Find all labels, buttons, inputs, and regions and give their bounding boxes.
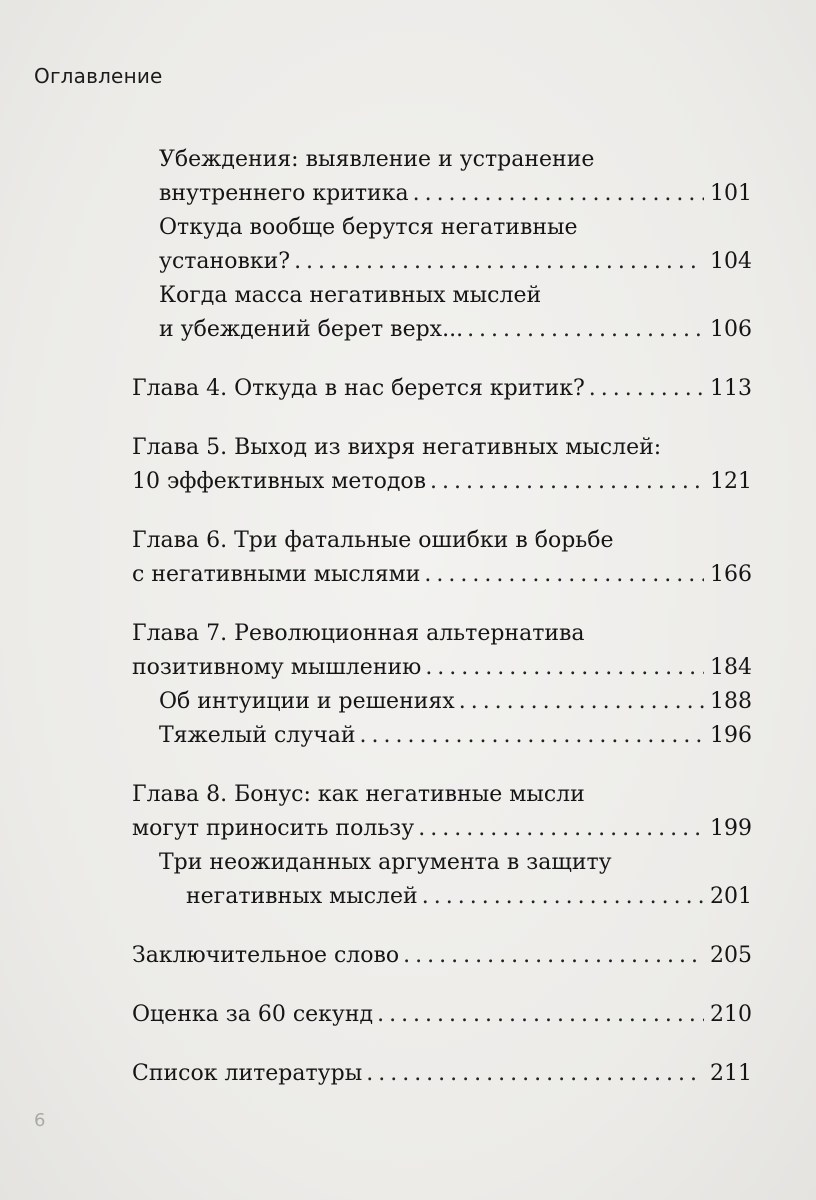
toc-page-number: 205 (710, 943, 752, 968)
toc-page-number: 196 (710, 723, 752, 748)
toc-entry-line: установки? (159, 249, 291, 274)
toc-entry-chapter-5[interactable] (132, 431, 752, 499)
toc-entry-line: с негативными мыслями (132, 562, 421, 587)
toc-page-number: 188 (710, 689, 752, 714)
dot-leader (294, 245, 704, 279)
toc-page-number: 104 (710, 249, 752, 274)
dot-leader (366, 1057, 704, 1091)
toc-page-number: 106 (710, 317, 752, 342)
toc-entry[interactable] (132, 143, 752, 211)
toc-entry-line: Глава 6. Три фатальные ошибки в борьбе (132, 528, 614, 553)
toc-entry-line: Глава 7. Революционная альтернатива (132, 621, 585, 646)
dot-leader (418, 812, 704, 846)
toc-entry[interactable] (132, 279, 752, 347)
toc-entry-line: Когда масса негативных мыслей (159, 283, 542, 308)
dot-leader (430, 465, 704, 499)
toc-entry-conclusion[interactable] (132, 939, 752, 973)
toc-entry-line: негативных мыслей (186, 884, 418, 909)
toc-page-number: 211 (710, 1061, 752, 1086)
toc-entry[interactable] (132, 211, 752, 279)
dot-leader (425, 651, 704, 685)
toc-entry-line: Тяжелый случай (159, 723, 356, 748)
toc-entry-line: Убеждения: выявление и устранение (159, 147, 595, 172)
toc-entry-line: 10 эффективных методов (132, 469, 427, 494)
toc-page-number: 184 (710, 655, 752, 680)
toc-page-number: 166 (710, 562, 752, 587)
toc-entry-line: Глава 8. Бонус: как негативные мысли (132, 782, 585, 807)
dot-leader (413, 177, 704, 211)
dot-leader (403, 939, 704, 973)
dot-leader (424, 558, 704, 592)
toc-page-number: 113 (710, 376, 752, 401)
running-head: Оглавление (34, 64, 163, 88)
dot-leader (459, 685, 704, 719)
toc-entry-line: Глава 5. Выход из вихря негативных мыслей: (132, 435, 662, 460)
toc-page-number: 101 (710, 181, 752, 206)
dot-leader (360, 719, 704, 753)
toc-page-number: 121 (710, 469, 752, 494)
toc-page-number: 199 (710, 816, 752, 841)
toc-entry-line: Три неожиданных аргумента в защиту (159, 850, 612, 875)
toc-entry-line: Список литературы (132, 1061, 363, 1086)
toc-entry-line: внутреннего критика (159, 181, 409, 206)
toc-entry-bibliography[interactable] (132, 1057, 752, 1091)
toc-entry-line: Об интуиции и решениях (159, 689, 455, 714)
toc-entry[interactable] (132, 685, 752, 719)
toc-entry-chapter-8[interactable] (132, 778, 752, 846)
toc-entry-line: Откуда вообще берутся негативные (159, 215, 578, 240)
toc-page-number: 210 (710, 1002, 752, 1027)
toc-page-number: 201 (710, 884, 752, 909)
toc-entry-chapter-6[interactable] (132, 524, 752, 592)
dot-leader (422, 880, 704, 914)
page-number: 6 (34, 1110, 46, 1131)
toc-entry-assessment[interactable] (132, 998, 752, 1032)
toc-entry-line: Оценка за 60 секунд (132, 1002, 374, 1027)
toc-entry-chapter-7[interactable] (132, 617, 752, 685)
toc-entry-line: Заключительное слово (132, 943, 400, 968)
toc-entry-line: Глава 4. Откуда в нас берется критик? (132, 376, 585, 401)
toc-entry[interactable] (132, 719, 752, 753)
toc-entry[interactable] (132, 846, 752, 914)
dot-leader (467, 313, 704, 347)
toc-entry-chapter-4[interactable] (132, 372, 752, 406)
toc-entry-line: позитивному мышлению (132, 655, 422, 680)
toc-entry-line: и убеждений берет верх... (159, 317, 464, 342)
dot-leader (377, 998, 704, 1032)
table-of-contents (132, 143, 752, 1091)
dot-leader (589, 372, 704, 406)
toc-entry-line: могут приносить пользу (132, 816, 415, 841)
